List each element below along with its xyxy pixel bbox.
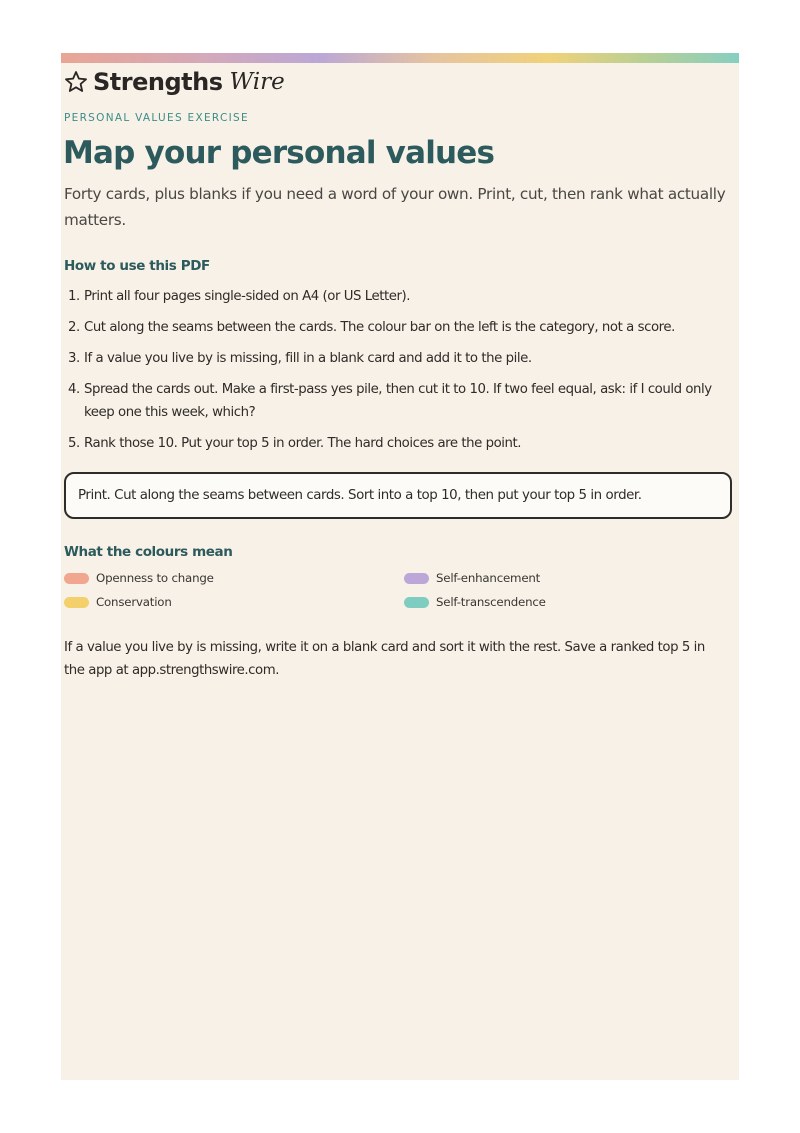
intro-paragraph: Forty cards, plus blanks if you need a word of your own. Print, cut, then rank what actually matters. — [64, 185, 726, 229]
step-number: 3. — [68, 351, 80, 366]
star-outline-icon — [64, 70, 88, 94]
footer-paragraph: If a value you live by is missing, write it on a blank card and sort it with the rest. Save a ranked top 5 in the app at app.strengthswire.com. — [64, 640, 705, 678]
how-to-steps — [68, 285, 728, 463]
callout-text: Print. Cut along the seams between cards. Sort into a top 10, then put your top 5 in order. — [78, 488, 642, 503]
document-page — [61, 53, 739, 1080]
step-number: 5. — [68, 436, 80, 451]
legend-item-openness — [64, 570, 214, 586]
step-number: 1. — [68, 289, 80, 304]
step-item — [68, 378, 728, 424]
legend-item-self-transcendence — [404, 594, 546, 610]
step-item — [68, 285, 728, 308]
brand-name: Strengths — [93, 68, 223, 96]
legend-item-self-enhancement — [404, 570, 540, 586]
step-item — [68, 316, 728, 339]
page-title: Map your personal values — [63, 135, 495, 171]
step-text: If a value you live by is missing, fill in a blank card and add it to the pile. — [84, 351, 532, 366]
step-text: Spread the cards out. Make a first-pass yes pile, then cut it to 10. If two feel equal, ask: if I could only keep one this week, which? — [84, 382, 712, 420]
legend-label: Conservation — [96, 595, 172, 609]
legend-item-conservation — [64, 594, 172, 610]
step-text: Cut along the seams between the cards. The colour bar on the left is the category, not a score. — [84, 320, 675, 335]
step-text: Rank those 10. Put your top 5 in order. The hard choices are the point. — [84, 436, 522, 451]
step-number: 2. — [68, 320, 80, 335]
instructions-callout — [64, 472, 732, 519]
legend-label: Openness to change — [96, 571, 214, 585]
step-item — [68, 432, 728, 455]
legend-swatch — [64, 573, 89, 584]
brand-logo — [64, 67, 285, 97]
brand-name-suffix: Wire — [229, 69, 285, 95]
step-item — [68, 347, 728, 370]
step-text: Print all four pages single-sided on A4 (or US Letter). — [84, 289, 411, 304]
eyebrow-label: PERSONAL VALUES EXERCISE — [64, 112, 249, 124]
rainbow-bar — [61, 53, 739, 63]
legend-label: Self-transcendence — [436, 595, 546, 609]
legend-swatch — [404, 573, 429, 584]
legend-swatch — [404, 597, 429, 608]
how-to-heading: How to use this PDF — [64, 258, 210, 274]
legend-swatch — [64, 597, 89, 608]
legend-heading: What the colours mean — [64, 544, 233, 560]
legend-label: Self-enhancement — [436, 571, 541, 585]
step-number: 4. — [68, 382, 80, 397]
